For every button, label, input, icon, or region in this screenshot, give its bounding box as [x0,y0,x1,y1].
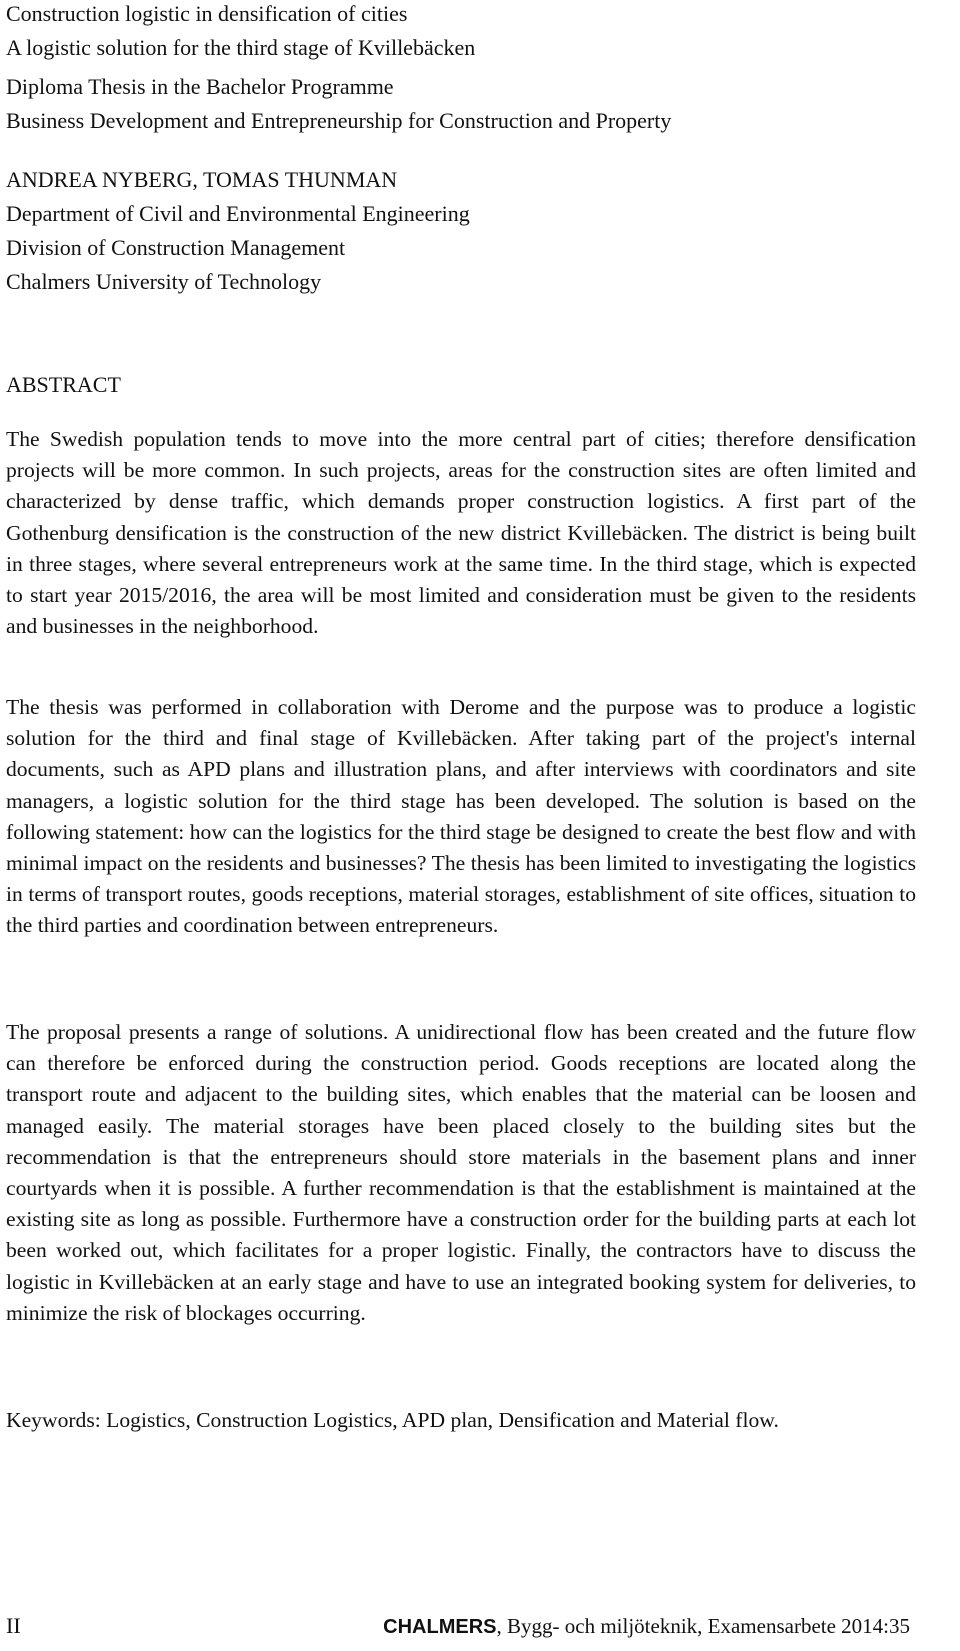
program-block [6,70,671,138]
authors-block [6,163,470,299]
university: Chalmers University of Technology [6,269,322,294]
abstract-paragraph: The proposal presents a range of solutions. A unidirectional flow has been created and the future flow can therefore be enforced during the construction period. Goods receptions are located along the transport route and adjacent to the building sites, which enables that the material can be loosen and managed easily. The material storages have been placed closely to the building sites but the recommendation is that the entrepreneurs should store materials in the basement plans and inner courtyards when it is possible. A further recommendation is that the establishment is maintained at the existing site as long as possible. Furthermore have a construction order for the building parts at each lot been worked out, which facilitates for a proper logistic. Finally, the contractors have to discuss the logistic in Kvillebäcken at an early stage and have to use an integrated booking system for deliveries, to minimize the risk of blockages occurring. [6,1020,916,1325]
department: Department of Civil and Environmental Engineering [6,201,470,226]
author-names: ANDREA NYBERG, TOMAS THUNMAN [6,167,398,192]
keywords: Keywords: Logistics, Construction Logistics, APD plan, Densification and Material flow. [6,1408,779,1432]
footer-series: , Bygg- och miljöteknik, Examensarbete 2014:35 [496,1614,910,1638]
abstract-heading: ABSTRACT [6,372,121,397]
program-name: Business Development and Entrepreneurship for Construction and Property [6,108,672,133]
abstract-paragraph: The thesis was performed in collaboration with Derome and the purpose was to produce a logistic solution for the third and final stage of Kvillebäcken. After taking part of the project's internal documents, such as APD plans and illustration plans, and after interviews with coordinators and site managers, a logistic solution for the third stage has been developed. The solution is based on the following statement: how can the logistics for the third stage be designed to create the best flow and with minimal impact on the residents and businesses? The thesis has been limited to investigating the logistics in terms of transport routes, goods receptions, material storages, establishment of site offices, situation to the third parties and coordination between entrepreneurs. [6,695,916,938]
abstract-paragraph: The Swedish population tends to move into the more central part of cities; therefore densification projects will be more common. In such projects, areas for the construction sites are often limited and characterized by dense traffic, which demands proper construction logistics. A first part of the Gothenburg densification is the construction of the new district Kvillebäcken. The district is being built in three stages, where several entrepreneurs work at the same time. In the third stage, which is expected to start year 2015/2016, the area will be most limited and consideration must be given to the residents and businesses in the neighborhood. [6,427,916,639]
thesis-subtitle: A logistic solution for the third stage of Kvillebäcken [6,35,476,60]
page-number: II [6,1613,21,1638]
thesis-title: Construction logistic in densification of cities [6,1,408,26]
program-type: Diploma Thesis in the Bachelor Programme [6,74,394,99]
chalmers-brand: CHALMERS [383,1616,497,1638]
title-block [6,0,475,65]
page-footer [6,1609,910,1643]
division: Division of Construction Management [6,235,346,260]
footer-citation [383,1609,910,1644]
